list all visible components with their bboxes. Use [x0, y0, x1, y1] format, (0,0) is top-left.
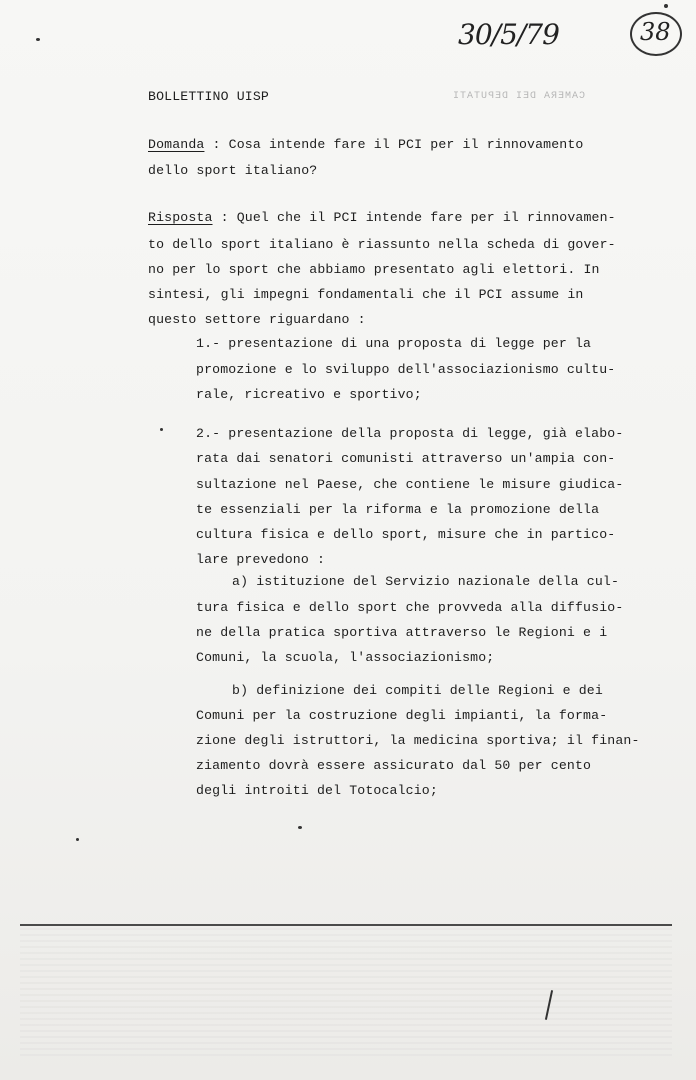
subpoint-a-line-2: tura fisica e dello sport che provveda alla diffusio- [196, 600, 624, 615]
handwritten-date: 30/5/79 [458, 18, 559, 51]
answer-line-4: sintesi, gli impegni fondamentali che il PCI assume in [148, 287, 584, 302]
point-2-line-5: cultura fisica e dello sport, misure che in partico- [196, 527, 616, 542]
point-2-line-3: sultazione nel Paese, che contiene le misure giudica- [196, 477, 624, 492]
scan-speck [76, 838, 79, 841]
subpoint-a-line-3: ne della pratica sportiva attraverso le Regioni e i [196, 625, 608, 640]
scan-speck [664, 4, 668, 8]
subpoint-a-line-1: a) istituzione del Servizio nazionale della cul- [232, 574, 620, 589]
subpoint-b-line-3: zione degli istruttori, la medicina sportiva; il finan- [196, 733, 640, 748]
point-2-line-2: rata dai senatori comunisti attraverso un'ampia con- [196, 451, 616, 466]
answer-text: : Quel che il PCI intende fare per il rinnovamen- [220, 210, 616, 225]
subpoint-b-line-5: degli introiti del Totocalcio; [196, 783, 438, 798]
subpoint-b-line-1: b) definizione dei compiti delle Regioni e dei [232, 683, 603, 698]
showthrough-text: CAMERA DEI DEPUTATI [452, 91, 586, 102]
scan-speck [298, 826, 302, 829]
question-text: : Cosa intende fare il PCI per il rinnovamento [212, 137, 584, 152]
answer-line-1 [148, 210, 616, 225]
handwritten-page-number: 38 [640, 18, 671, 46]
subpoint-b-line-4: ziamento dovrà essere assicurato dal 50 per cento [196, 758, 592, 773]
point-1-line-3: rale, ricreativo e sportivo; [196, 387, 422, 402]
point-1-line-2: promozione e lo sviluppo dell'associazionismo cultu- [196, 362, 616, 377]
question-line-2: dello sport italiano? [148, 163, 318, 178]
answer-label: Risposta [148, 210, 213, 225]
point-2-line-1: 2.- presentazione della proposta di legge, già elabo- [196, 426, 624, 441]
answer-line-2: to dello sport italiano è riassunto nella scheda di gover- [148, 237, 616, 252]
subpoint-b-line-2: Comuni per la costruzione degli impianti, la forma- [196, 708, 608, 723]
scan-speck [160, 428, 163, 431]
subpoint-a-line-4: Comuni, la scuola, l'associazionismo; [196, 650, 495, 665]
answer-line-3: no per lo sport che abbiamo presentato agli elettori. In [148, 262, 600, 277]
point-2-line-6: lare prevedono : [196, 552, 326, 567]
scan-speck [36, 38, 40, 41]
page-bottom-rule [20, 924, 672, 926]
question-label: Domanda [148, 137, 205, 152]
document-title: BOLLETTINO UISP [148, 89, 269, 104]
point-2-line-4: te essenziali per la riforma e la promozione della [196, 502, 600, 517]
question-line-1 [148, 137, 583, 152]
answer-line-5: questo settore riguardano : [148, 312, 366, 327]
point-1-line-1: 1.- presentazione di una proposta di legge per la [196, 336, 592, 351]
scan-noise-area [20, 928, 672, 1058]
